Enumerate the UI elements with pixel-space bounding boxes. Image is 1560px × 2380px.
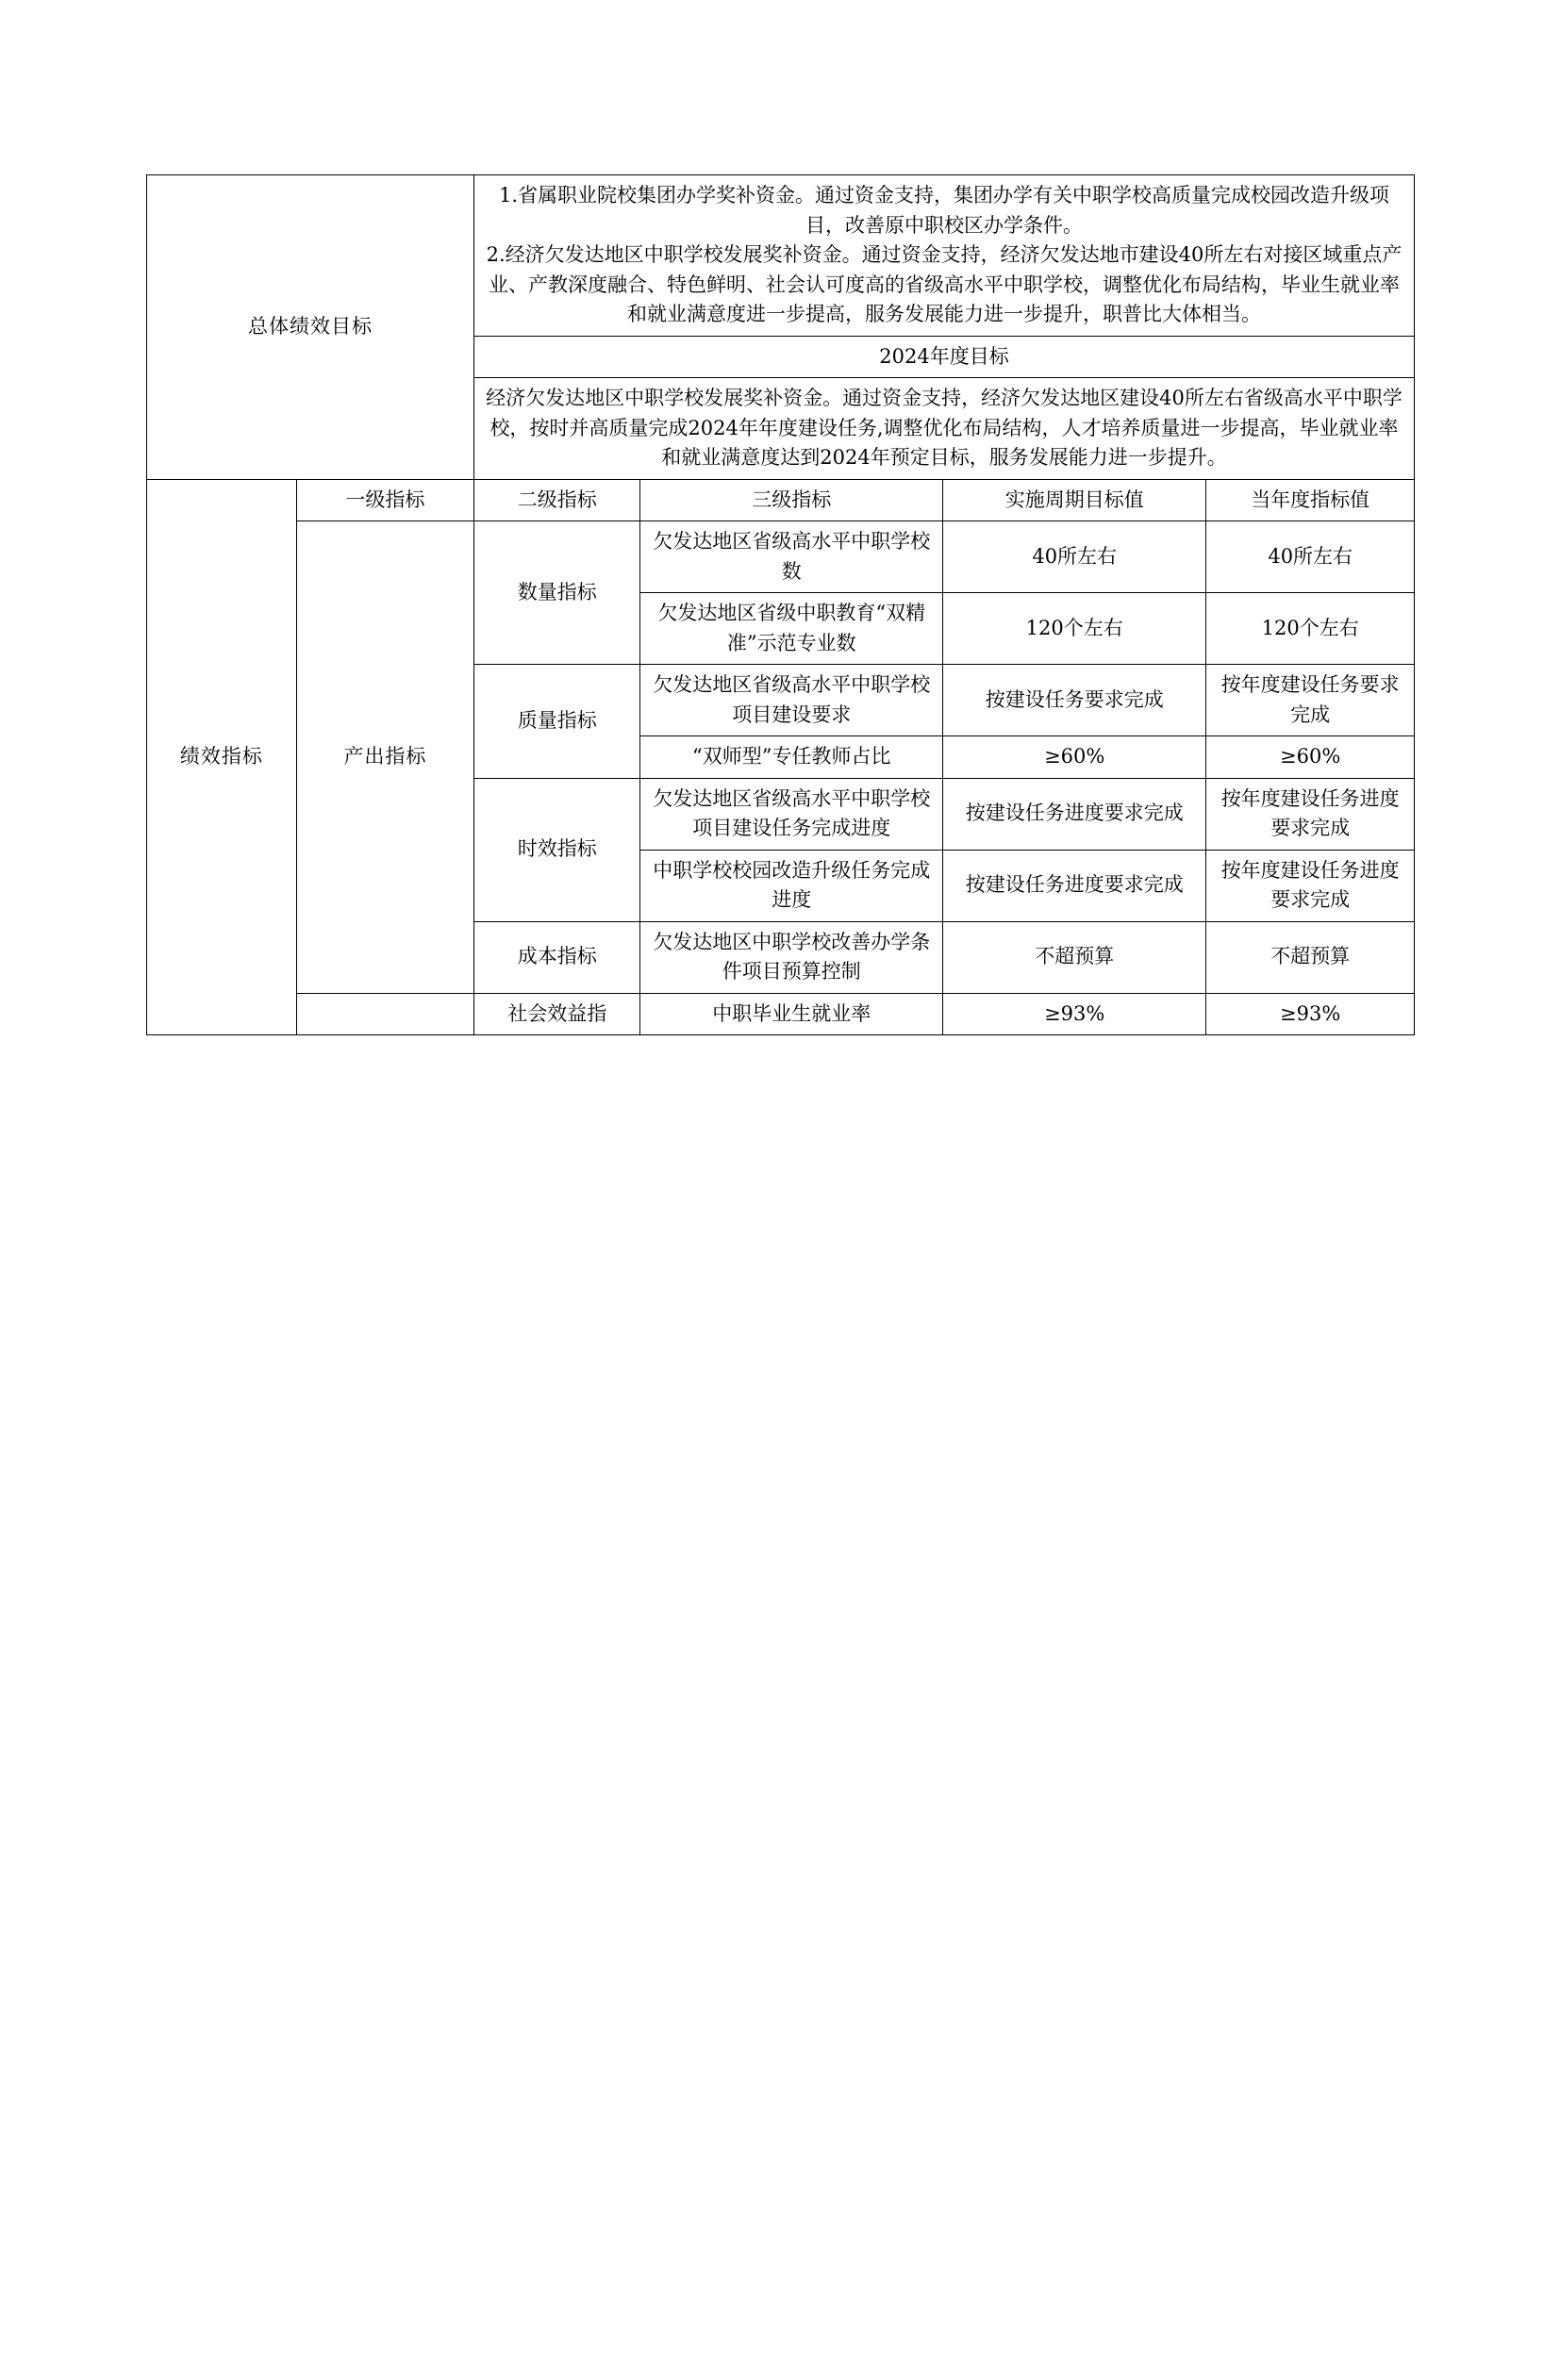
year-target-value: ≥93% <box>1206 993 1415 1035</box>
year-target-value: ≥60% <box>1206 736 1415 779</box>
level3-indicator: 欠发达地区省级中职教育“双精准”示范专业数 <box>640 593 943 665</box>
level2-social-benefit-index: 社会效益指 <box>474 993 640 1035</box>
period-target-value: 120个左右 <box>943 593 1206 665</box>
year-target-value: 按年度建设任务进度要求完成 <box>1206 850 1415 921</box>
year-target-value: 按年度建设任务要求完成 <box>1206 665 1415 736</box>
table-row <box>147 993 1415 1035</box>
period-target-value: ≥60% <box>943 736 1206 779</box>
level3-indicator: 欠发达地区省级高水平中职学校数 <box>640 521 943 593</box>
table-row <box>147 521 1415 593</box>
level3-indicator: 中职学校校园改造升级任务完成进度 <box>640 850 943 921</box>
year-goal-text: 经济欠发达地区中职学校发展奖补资金。通过资金支持，经济欠发达地区建设40所左右省级高水平中职学校，按时并高质量完成2024年年度建设任务,调整优化布局结构，人才培养质量进一步提高，毕业就业率和就业满意度达到2024年预定目标，服务发展能力进一步提升。 <box>474 378 1415 480</box>
year-target-value: 40所左右 <box>1206 521 1415 593</box>
level2-timeliness-index: 时效指标 <box>474 778 640 921</box>
period-target-value: 按建设任务进度要求完成 <box>943 778 1206 850</box>
header-year-target: 当年度指标值 <box>1206 479 1415 521</box>
table-row-header <box>147 479 1415 521</box>
header-level3: 三级指标 <box>640 479 943 521</box>
document-page <box>0 174 1560 2380</box>
header-level1: 一级指标 <box>296 479 473 521</box>
performance-target-table <box>146 174 1415 1035</box>
overall-goal-paragraph-2: 2.经济欠发达地区中职学校发展奖补资金。通过资金支持，经济欠发达地市建设40所左右对接区域重点产业、产教深度融合、特色鲜明、社会认可度高的省级高水平中职学校，调整优化布局结构，毕业生就业率和就业满意度进一步提高，服务发展能力进一步提升，职普比大体相当。 <box>486 243 1402 325</box>
overall-goal-paragraphs <box>474 175 1415 337</box>
header-period-target: 实施周期目标值 <box>943 479 1206 521</box>
performance-index-label: 绩效指标 <box>147 479 297 1035</box>
level3-indicator: 中职毕业生就业率 <box>640 993 943 1035</box>
year-target-value: 120个左右 <box>1206 593 1415 665</box>
period-target-value: 按建设任务进度要求完成 <box>943 850 1206 921</box>
level1-benefit-index <box>296 993 473 1035</box>
level2-cost-index: 成本指标 <box>474 921 640 993</box>
period-target-value: 按建设任务要求完成 <box>943 665 1206 736</box>
level3-indicator: 欠发达地区中职学校改善办学条件项目预算控制 <box>640 921 943 993</box>
header-level2: 二级指标 <box>474 479 640 521</box>
level3-indicator: “双师型”专任教师占比 <box>640 736 943 779</box>
period-target-value: 不超预算 <box>943 921 1206 993</box>
level1-output-index: 产出指标 <box>296 521 473 994</box>
overall-goal-label: 总体绩效目标 <box>147 175 474 480</box>
period-target-value: ≥93% <box>943 993 1206 1035</box>
level2-quantity-index: 数量指标 <box>474 521 640 665</box>
table-row-overall-goal <box>147 175 1415 337</box>
level3-indicator: 欠发达地区省级高水平中职学校项目建设任务完成进度 <box>640 778 943 850</box>
level2-quality-index: 质量指标 <box>474 665 640 779</box>
year-target-value: 按年度建设任务进度要求完成 <box>1206 778 1415 850</box>
level3-indicator: 欠发达地区省级高水平中职学校项目建设要求 <box>640 665 943 736</box>
year-goal-title: 2024年度目标 <box>474 336 1415 378</box>
year-target-value: 不超预算 <box>1206 921 1415 993</box>
overall-goal-paragraph-1: 1.省属职业院校集团办学奖补资金。通过资金支持，集团办学有关中职学校高质量完成校园改造升级项目，改善原中职校区办学条件。 <box>498 184 1390 237</box>
period-target-value: 40所左右 <box>943 521 1206 593</box>
